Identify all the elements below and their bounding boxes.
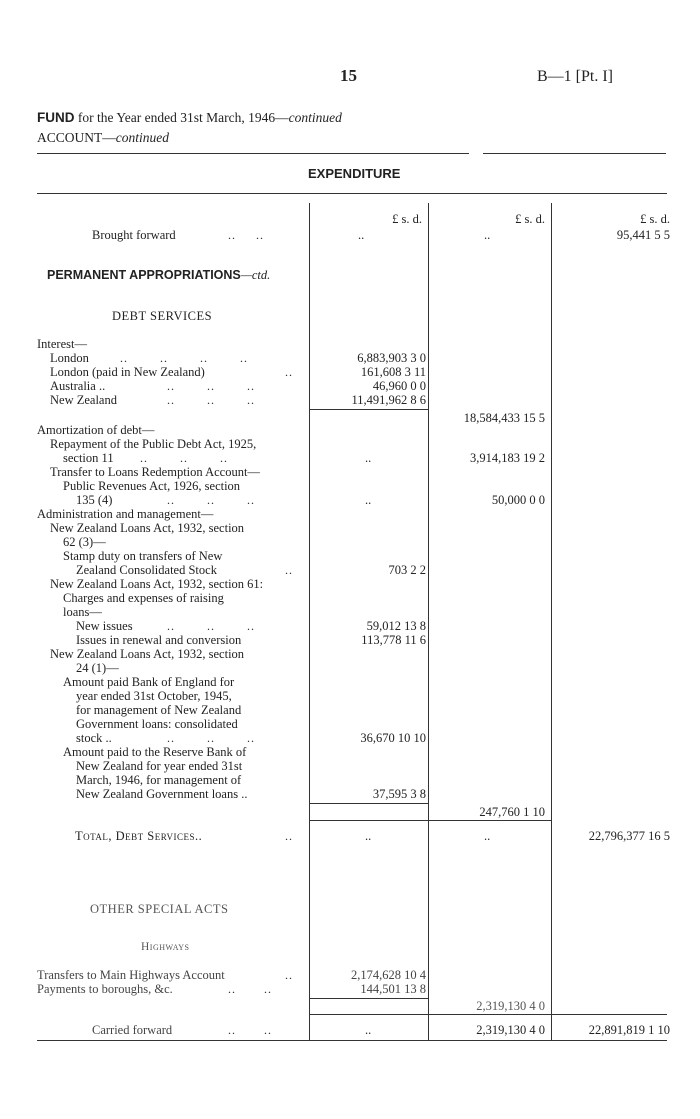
leader-dots: .. ..: [228, 228, 264, 242]
charges-line2: loans—: [63, 605, 102, 619]
total-debt-services-label: Total, Debt Services..: [75, 829, 203, 843]
new-issues-value: 59,012 13 8: [366, 619, 426, 633]
nzl24-line1: New Zealand Loans Act, 1932, section: [50, 647, 245, 661]
boe-line4: Government loans: consolidated: [76, 717, 238, 731]
boe-line2: year ended 31st October, 1945,: [76, 689, 232, 703]
rb-line2: New Zealand for year ended 31st: [76, 759, 243, 773]
leader-dots: .. ..: [228, 982, 272, 996]
permanent-suffix: —ctd.: [240, 268, 271, 282]
transfer-total: 50,000 0 0: [491, 493, 545, 507]
header-rule-left: [37, 153, 469, 154]
permanent-label: PERMANENT APPROPRIATIONS: [47, 268, 241, 282]
col-rule-2: [428, 203, 429, 1040]
transfer-line3: 135 (4): [76, 493, 113, 507]
page-number: 15: [340, 66, 357, 85]
transfers-label: Transfers to Main Highways Account: [37, 968, 225, 982]
transfer-c1: ..: [365, 493, 372, 507]
rb-value: 37,595 3 8: [372, 787, 426, 801]
leader-dots: .. .. ..: [167, 619, 255, 633]
highways-heading: Highways: [141, 941, 190, 953]
stamp-line2: Zealand Consolidated Stock: [76, 563, 217, 577]
document-reference: B—1 [Pt. I]: [537, 68, 613, 85]
leader-dots: .. .. .. ..: [120, 351, 248, 365]
repayment-line1: Repayment of the Public Debt Act, 1925,: [50, 437, 257, 451]
highways-total: 2,319,130 4 0: [476, 999, 545, 1013]
leader-dots: ..: [285, 968, 293, 982]
col3-header: £ s. d.: [640, 212, 670, 226]
col-rule-3: [551, 203, 552, 1040]
nzl61-label: New Zealand Loans Act, 1932, section 61:: [50, 577, 264, 591]
highways-subtotal-rule: [310, 998, 428, 999]
other-special-acts-heading: OTHER SPECIAL ACTS: [90, 902, 229, 916]
leader-dots: ..: [285, 365, 293, 379]
amortization-label: Amortization of debt—: [37, 423, 155, 437]
nzl24-line2: 24 (1)—: [76, 661, 119, 675]
leader-dots: .. .. ..: [167, 379, 255, 393]
boe-line5: stock ..: [76, 731, 112, 745]
charges-line1: Charges and expenses of raising: [63, 591, 224, 605]
total-debt-c3: 22,796,377 16 5: [588, 829, 670, 843]
total-debt-c1: ..: [365, 829, 372, 843]
leader-dots: .. ..: [228, 1023, 272, 1037]
col1-header: £ s. d.: [392, 212, 422, 226]
repayment-line2: section 11: [63, 451, 114, 465]
london-label: London: [50, 351, 89, 365]
header-rule-right: [483, 153, 666, 154]
london-value: 6,883,903 3 0: [357, 351, 426, 365]
carried-forward-c2: 2,319,130 4 0: [476, 1023, 545, 1037]
transfers-value: 2,174,628 10 4: [351, 968, 426, 982]
section-title: EXPENDITURE: [308, 166, 401, 181]
admin-subtotal-rule: [310, 803, 428, 804]
leader-dots: .. .. ..: [167, 731, 255, 745]
brought-forward-label: Brought forward: [92, 228, 176, 242]
table-top-rule: [37, 193, 667, 194]
admin-total: 247,760 1 10: [479, 805, 545, 819]
nz-value: 11,491,962 8 6: [351, 393, 426, 407]
transfer-line1: Transfer to Loans Redemption Account—: [50, 465, 260, 479]
stamp-line1: Stamp duty on transfers of New: [63, 549, 223, 563]
interest-total: 18,584,433 15 5: [463, 411, 545, 425]
debt-total-rule: [310, 820, 551, 821]
fund-rest: for the Year ended 31st March, 1946—: [77, 110, 289, 125]
fund-italic: continued: [288, 110, 342, 125]
boe-line3: for management of New Zealand: [76, 703, 242, 717]
leader-dots: .. .. ..: [167, 393, 255, 407]
rb-line4: New Zealand Government loans ..: [76, 787, 248, 801]
australia-value: 46,960 0 0: [372, 379, 426, 393]
repayment-c1: ..: [365, 451, 372, 465]
nz-label: New Zealand: [50, 393, 117, 407]
interest-subtotal-rule: [310, 409, 428, 410]
carried-forward-c3: 22,891,819 1 10: [588, 1023, 670, 1037]
leader-dots: .. .. ..: [140, 451, 228, 465]
payments-label: Payments to boroughs, &c.: [37, 982, 173, 996]
transfer-line2: Public Revenues Act, 1926, section: [63, 479, 241, 493]
renewal-value: 113,778 11 6: [361, 633, 426, 647]
carried-forward-c1: ..: [365, 1023, 372, 1037]
permanent-appropriations-heading: [47, 268, 270, 282]
renewal-label: Issues in renewal and conversion: [76, 633, 242, 647]
new-issues-label: New issues: [76, 619, 133, 633]
repayment-total: 3,914,183 19 2: [470, 451, 545, 465]
total-debt-c2: ..: [484, 829, 491, 843]
carried-rule: [310, 1014, 667, 1015]
nzl62-line2: 62 (3)—: [63, 535, 106, 549]
london-nz-label: London (paid in New Zealand): [50, 365, 205, 379]
rb-line3: March, 1946, for management of: [76, 773, 242, 787]
leader-dots: ..: [285, 829, 293, 843]
boe-line1: Amount paid Bank of England for: [63, 675, 235, 689]
leader-dots: .. .. ..: [167, 493, 255, 507]
table-bottom-rule: [37, 1040, 667, 1041]
stamp-value: 703 2 2: [388, 563, 426, 577]
debt-services-heading: DEBT SERVICES: [112, 309, 213, 323]
london-nz-value: 161,608 3 11: [360, 365, 426, 379]
admin-label: Administration and management—: [37, 507, 214, 521]
fund-title: [37, 110, 342, 126]
account-title: [37, 130, 169, 146]
rb-line1: Amount paid to the Reserve Bank of: [63, 745, 247, 759]
carried-forward-label: Carried forward: [92, 1023, 173, 1037]
australia-label: Australia ..: [50, 379, 106, 393]
brought-forward-c2: ..: [484, 228, 491, 242]
interest-label: Interest—: [37, 337, 87, 351]
fund-bold: FUND: [37, 110, 75, 125]
brought-forward-c3: 95,441 5 5: [616, 228, 670, 242]
boe-value: 36,670 10 10: [360, 731, 426, 745]
payments-value: 144,501 13 8: [360, 982, 426, 996]
nzl62-line1: New Zealand Loans Act, 1932, section: [50, 521, 245, 535]
account-italic: continued: [115, 130, 170, 145]
leader-dots: ..: [285, 563, 293, 577]
brought-forward-c1: ..: [358, 228, 365, 242]
col2-header: £ s. d.: [515, 212, 545, 226]
account-label: ACCOUNT—: [37, 130, 116, 145]
